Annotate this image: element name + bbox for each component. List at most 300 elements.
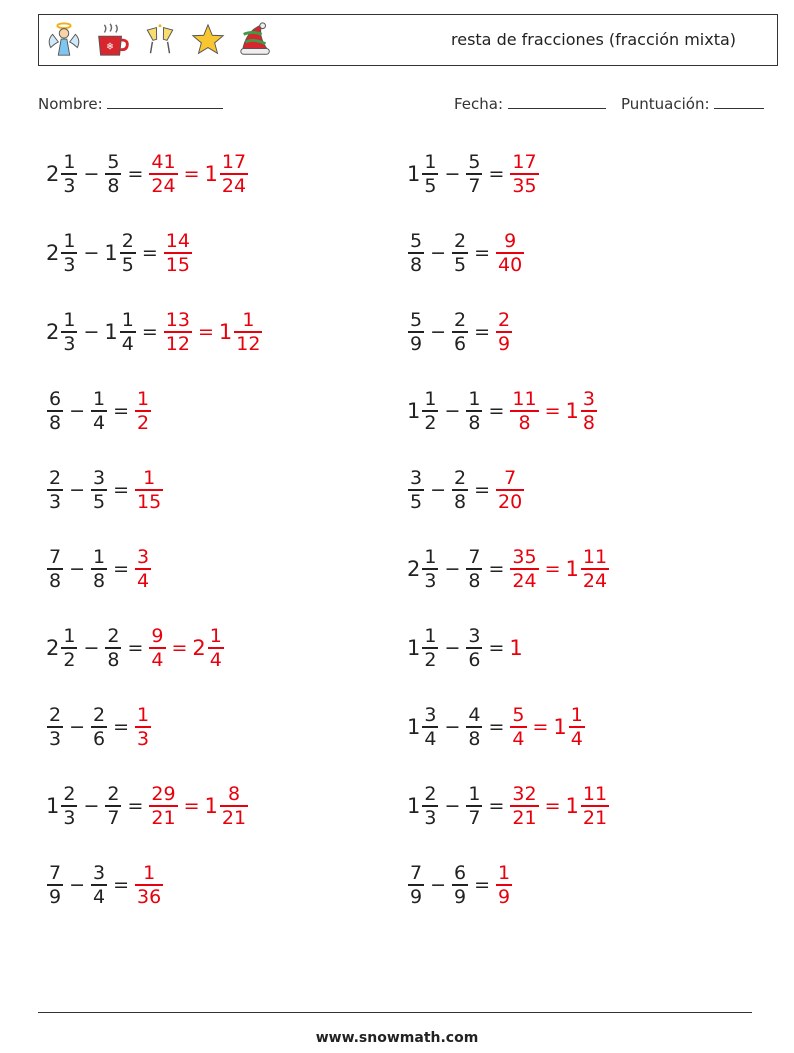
- denominator: 21: [221, 807, 247, 829]
- footer-rule: [38, 1012, 752, 1013]
- numerator: 5: [410, 230, 423, 252]
- denominator: 2: [63, 649, 76, 671]
- denominator: 8: [468, 570, 481, 592]
- whole-number: 1: [46, 794, 60, 818]
- fraction: [105, 783, 121, 829]
- denominator: 8: [518, 412, 531, 434]
- fraction: [452, 230, 468, 276]
- whole-number: 2: [407, 557, 421, 581]
- denominator: 3: [49, 728, 62, 750]
- denominator: 24: [151, 175, 176, 197]
- denominator: 9: [498, 886, 511, 908]
- denominator: 8: [454, 491, 467, 513]
- denominator: 21: [151, 807, 176, 829]
- denominator: 4: [209, 649, 222, 671]
- fraction: [149, 151, 177, 197]
- problem-item: [46, 144, 249, 204]
- problem-item: [46, 381, 152, 441]
- minus-sign: −: [430, 321, 447, 343]
- fraction: [422, 388, 438, 434]
- denominator: 35: [512, 175, 537, 197]
- equals-sign: =: [127, 795, 144, 817]
- minus-sign: −: [444, 163, 461, 185]
- denominator: 4: [93, 886, 106, 908]
- denominator: 3: [424, 807, 437, 829]
- whole-number: 1: [104, 320, 118, 344]
- fraction: [135, 546, 151, 592]
- numerator: 1: [424, 546, 437, 568]
- fraction: [91, 546, 107, 592]
- minus-sign: −: [83, 795, 100, 817]
- denominator: 8: [410, 254, 423, 276]
- whole-number: 1: [104, 241, 118, 265]
- numerator: 2: [93, 704, 106, 726]
- whole-number: 1: [565, 557, 579, 581]
- denominator: 8: [49, 570, 62, 592]
- whole-number: 1: [407, 636, 421, 660]
- answer: [509, 704, 585, 750]
- answer: [148, 151, 249, 197]
- numerator: 2: [49, 467, 62, 489]
- worksheet-title: resta de fracciones (fracción mixta): [451, 30, 737, 49]
- fraction: [510, 546, 538, 592]
- answer: [163, 309, 264, 355]
- date-field: [454, 94, 606, 113]
- numerator: 41: [151, 151, 176, 173]
- denominator: 15: [137, 491, 162, 513]
- problem-item: [407, 381, 598, 441]
- numerator: 1: [121, 309, 134, 331]
- fraction: [510, 388, 538, 434]
- problem-item: [46, 539, 152, 599]
- whole-number: 1: [407, 794, 421, 818]
- whole-number: 2: [46, 241, 60, 265]
- score-field: [621, 94, 764, 113]
- numerator: 1: [424, 388, 437, 410]
- answer: [509, 388, 598, 434]
- denominator: 40: [498, 254, 523, 276]
- fraction: [61, 230, 77, 276]
- fraction: [47, 388, 63, 434]
- fraction: [61, 625, 77, 671]
- whole-number: 1: [565, 794, 579, 818]
- numerator: 7: [468, 546, 481, 568]
- star-icon: [189, 21, 227, 59]
- minus-sign: −: [83, 242, 100, 264]
- denominator: 6: [454, 333, 467, 355]
- numerator: 1: [209, 625, 222, 647]
- numerator: 3: [410, 467, 423, 489]
- denominator: 9: [454, 886, 467, 908]
- fraction: [408, 862, 424, 908]
- equals-sign: =: [113, 479, 130, 501]
- denominator: 5: [93, 491, 106, 513]
- denominator: 3: [63, 254, 76, 276]
- fraction: [422, 704, 438, 750]
- fraction: [422, 625, 438, 671]
- minus-sign: −: [83, 163, 100, 185]
- fraction: [47, 467, 63, 513]
- problem-item: [407, 302, 513, 362]
- numerator: 2: [454, 467, 467, 489]
- denominator: 7: [468, 175, 481, 197]
- numerator: 1: [498, 862, 511, 884]
- minus-sign: −: [83, 637, 100, 659]
- denominator: 8: [107, 649, 120, 671]
- whole-number: 1: [204, 162, 218, 186]
- problem-item: [46, 302, 263, 362]
- minus-sign: −: [444, 558, 461, 580]
- equals-sign: =: [544, 558, 561, 580]
- answer: [509, 783, 610, 829]
- answer: [509, 151, 539, 197]
- numerator: 1: [143, 467, 156, 489]
- problem-item: [407, 697, 586, 757]
- minus-sign: −: [69, 716, 86, 738]
- problem-item: [407, 539, 610, 599]
- fraction: [408, 230, 424, 276]
- numerator: 29: [151, 783, 176, 805]
- fraction: [466, 151, 482, 197]
- answer: [509, 636, 523, 660]
- fraction: [466, 625, 482, 671]
- denominator: 12: [165, 333, 190, 355]
- denominator: 36: [137, 886, 162, 908]
- minus-sign: −: [69, 479, 86, 501]
- equals-sign: =: [183, 795, 200, 817]
- denominator: 9: [49, 886, 62, 908]
- denominator: 12: [236, 333, 261, 355]
- answer: [134, 467, 164, 513]
- equals-sign: =: [127, 163, 144, 185]
- fraction: [47, 704, 63, 750]
- numerator: 11: [582, 783, 608, 805]
- numerator: 3: [468, 625, 481, 647]
- denominator: 15: [165, 254, 190, 276]
- numerator: 2: [49, 704, 62, 726]
- answer: [134, 546, 152, 592]
- fraction: [496, 467, 524, 513]
- fraction: [408, 467, 424, 513]
- numerator: 4: [468, 704, 481, 726]
- minus-sign: −: [444, 716, 461, 738]
- numerator: 2: [121, 230, 134, 252]
- problem-item: [46, 618, 225, 678]
- fraction: [510, 704, 526, 750]
- whole-number: 1: [407, 162, 421, 186]
- fraction: [61, 309, 77, 355]
- equals-sign: =: [474, 479, 491, 501]
- denominator: 4: [512, 728, 525, 750]
- numerator: 1: [63, 309, 76, 331]
- christmas-mug-icon: [93, 21, 131, 59]
- problem-item: [46, 776, 249, 836]
- numerator: 1: [468, 388, 481, 410]
- icon-row: [45, 21, 275, 59]
- fraction: [510, 151, 538, 197]
- numerator: 5: [107, 151, 120, 173]
- equals-sign: =: [474, 321, 491, 343]
- denominator: 3: [49, 491, 62, 513]
- numerator: 2: [107, 625, 120, 647]
- fraction: [581, 783, 609, 829]
- numerator: 17: [512, 151, 537, 173]
- minus-sign: −: [430, 874, 447, 896]
- fraction: [61, 783, 77, 829]
- fraction: [581, 388, 597, 434]
- denominator: 8: [468, 728, 481, 750]
- problem-item: [407, 855, 513, 915]
- header-box: [38, 14, 778, 66]
- whole-number: 1: [407, 715, 421, 739]
- name-field: [38, 94, 223, 113]
- denominator: 5: [121, 254, 134, 276]
- denominator: 7: [468, 807, 481, 829]
- denominator: 3: [63, 807, 76, 829]
- minus-sign: −: [430, 242, 447, 264]
- minus-sign: −: [444, 637, 461, 659]
- numerator: 1: [93, 388, 106, 410]
- numerator: 7: [504, 467, 517, 489]
- answer: [495, 230, 525, 276]
- whole-number: 1: [407, 399, 421, 423]
- fraction: [234, 309, 262, 355]
- numerator: 2: [63, 783, 76, 805]
- equals-sign: =: [474, 242, 491, 264]
- answer: [509, 546, 610, 592]
- numerator: 2: [498, 309, 511, 331]
- fraction: [220, 783, 248, 829]
- whole-number: 1: [218, 320, 233, 344]
- fraction: [105, 625, 121, 671]
- fraction: [581, 546, 609, 592]
- numerator: 1: [242, 309, 255, 331]
- denominator: 6: [468, 649, 481, 671]
- equals-sign: =: [474, 874, 491, 896]
- fraction: [91, 388, 107, 434]
- whole-number: 2: [46, 162, 60, 186]
- problem-item: [46, 697, 152, 757]
- numerator: 7: [49, 862, 62, 884]
- equals-sign: =: [171, 637, 188, 659]
- problem-item: [407, 460, 525, 520]
- whole-number: 1: [565, 399, 579, 423]
- denominator: 21: [582, 807, 608, 829]
- denominator: 6: [93, 728, 106, 750]
- minus-sign: −: [69, 874, 86, 896]
- answer: [495, 862, 513, 908]
- answer: [134, 704, 152, 750]
- denominator: 3: [63, 333, 76, 355]
- denominator: 4: [570, 728, 583, 750]
- numerator: 1: [137, 388, 150, 410]
- name-line[interactable]: [107, 94, 223, 109]
- fraction: [569, 704, 585, 750]
- denominator: 8: [49, 412, 62, 434]
- fraction: [408, 309, 424, 355]
- fraction: [135, 388, 151, 434]
- whole-number: 2: [46, 636, 60, 660]
- minus-sign: −: [69, 558, 86, 580]
- minus-sign: −: [69, 400, 86, 422]
- denominator: 9: [410, 333, 423, 355]
- equals-sign: =: [488, 637, 505, 659]
- denominator: 2: [137, 412, 150, 434]
- equals-sign: =: [197, 321, 214, 343]
- denominator: 5: [410, 491, 423, 513]
- fraction: [452, 862, 468, 908]
- whole-number: 1: [204, 794, 218, 818]
- fraction: [135, 862, 163, 908]
- equals-sign: =: [183, 163, 200, 185]
- equals-sign: =: [113, 716, 130, 738]
- fraction: [466, 704, 482, 750]
- numerator: 5: [468, 151, 481, 173]
- answer: [163, 230, 193, 276]
- fraction: [496, 862, 512, 908]
- numerator: 5: [512, 704, 525, 726]
- equals-sign: =: [141, 321, 158, 343]
- numerator: 17: [221, 151, 247, 173]
- whole-number: 1: [553, 715, 567, 739]
- score-line[interactable]: [714, 94, 764, 109]
- equals-sign: =: [544, 795, 561, 817]
- whole-number: 2: [46, 320, 60, 344]
- denominator: 5: [424, 175, 437, 197]
- fraction: [422, 546, 438, 592]
- equals-sign: =: [488, 400, 505, 422]
- fraction: [496, 230, 524, 276]
- numerator: 1: [63, 625, 76, 647]
- denominator: 20: [498, 491, 523, 513]
- numerator: 11: [512, 388, 537, 410]
- fraction: [135, 704, 151, 750]
- denominator: 3: [424, 570, 437, 592]
- numerator: 2: [454, 309, 467, 331]
- denominator: 4: [93, 412, 106, 434]
- numerator: 1: [570, 704, 583, 726]
- equals-sign: =: [488, 716, 505, 738]
- problem-item: [407, 618, 524, 678]
- fraction: [220, 151, 248, 197]
- fraction: [91, 862, 107, 908]
- fraction: [452, 309, 468, 355]
- fraction: [422, 151, 438, 197]
- numerator: 1: [424, 625, 437, 647]
- denominator: 3: [137, 728, 150, 750]
- fraction: [422, 783, 438, 829]
- numerator: 6: [49, 388, 62, 410]
- footer-url: www.snowmath.com: [315, 1030, 479, 1046]
- fraction: [47, 546, 63, 592]
- fraction: [208, 625, 224, 671]
- fraction: [164, 309, 192, 355]
- fraction: [149, 783, 177, 829]
- fraction: [91, 467, 107, 513]
- date-line[interactable]: [508, 94, 606, 109]
- numerator: 11: [582, 546, 608, 568]
- problem-item: [407, 144, 540, 204]
- denominator: 4: [137, 570, 150, 592]
- fraction: [452, 467, 468, 513]
- svg-text:❄: ❄: [106, 41, 115, 53]
- denominator: 2: [424, 412, 437, 434]
- denominator: 5: [454, 254, 467, 276]
- numerator: 8: [227, 783, 241, 805]
- fraction: [91, 704, 107, 750]
- champagne-glasses-icon: [141, 21, 179, 59]
- numerator: 1: [63, 230, 76, 252]
- fraction: [47, 862, 63, 908]
- numerator: 7: [410, 862, 423, 884]
- numerator: 2: [454, 230, 467, 252]
- denominator: 7: [107, 807, 120, 829]
- denominator: 4: [151, 649, 164, 671]
- problem-item: [46, 223, 193, 283]
- equals-sign: =: [113, 400, 130, 422]
- denominator: 4: [121, 333, 134, 355]
- whole-number: 2: [192, 636, 206, 660]
- equals-sign: =: [544, 400, 561, 422]
- answer: [148, 625, 224, 671]
- fraction: [466, 783, 482, 829]
- whole-number: 1: [509, 636, 523, 660]
- problem-item: [407, 776, 610, 836]
- equals-sign: =: [113, 558, 130, 580]
- numerator: 9: [504, 230, 517, 252]
- fraction: [135, 467, 163, 513]
- angel-icon: [45, 21, 83, 59]
- numerator: 1: [468, 783, 481, 805]
- numerator: 2: [424, 783, 437, 805]
- fraction: [164, 230, 192, 276]
- numerator: 14: [165, 230, 190, 252]
- numerator: 3: [93, 467, 106, 489]
- equals-sign: =: [113, 874, 130, 896]
- numerator: 6: [454, 862, 467, 884]
- answer: [148, 783, 249, 829]
- minus-sign: −: [444, 400, 461, 422]
- fraction: [105, 151, 121, 197]
- numerator: 9: [151, 625, 164, 647]
- fraction: [466, 546, 482, 592]
- denominator: 2: [424, 649, 437, 671]
- fraction: [466, 388, 482, 434]
- problem-item: [407, 223, 525, 283]
- fraction: [61, 151, 77, 197]
- denominator: 8: [468, 412, 481, 434]
- numerator: 7: [49, 546, 62, 568]
- minus-sign: −: [444, 795, 461, 817]
- numerator: 1: [93, 546, 106, 568]
- answer: [495, 467, 525, 513]
- fraction: [120, 309, 136, 355]
- denominator: 24: [512, 570, 537, 592]
- numerator: 3: [582, 388, 595, 410]
- fraction: [496, 309, 512, 355]
- fraction: [120, 230, 136, 276]
- denominator: 9: [498, 333, 511, 355]
- equals-sign: =: [488, 558, 505, 580]
- denominator: 8: [107, 175, 120, 197]
- denominator: 4: [424, 728, 437, 750]
- equals-sign: =: [141, 242, 158, 264]
- numerator: 13: [165, 309, 190, 331]
- numerator: 1: [424, 151, 437, 173]
- problem-item: [46, 855, 164, 915]
- denominator: 8: [582, 412, 595, 434]
- equals-sign: =: [488, 163, 505, 185]
